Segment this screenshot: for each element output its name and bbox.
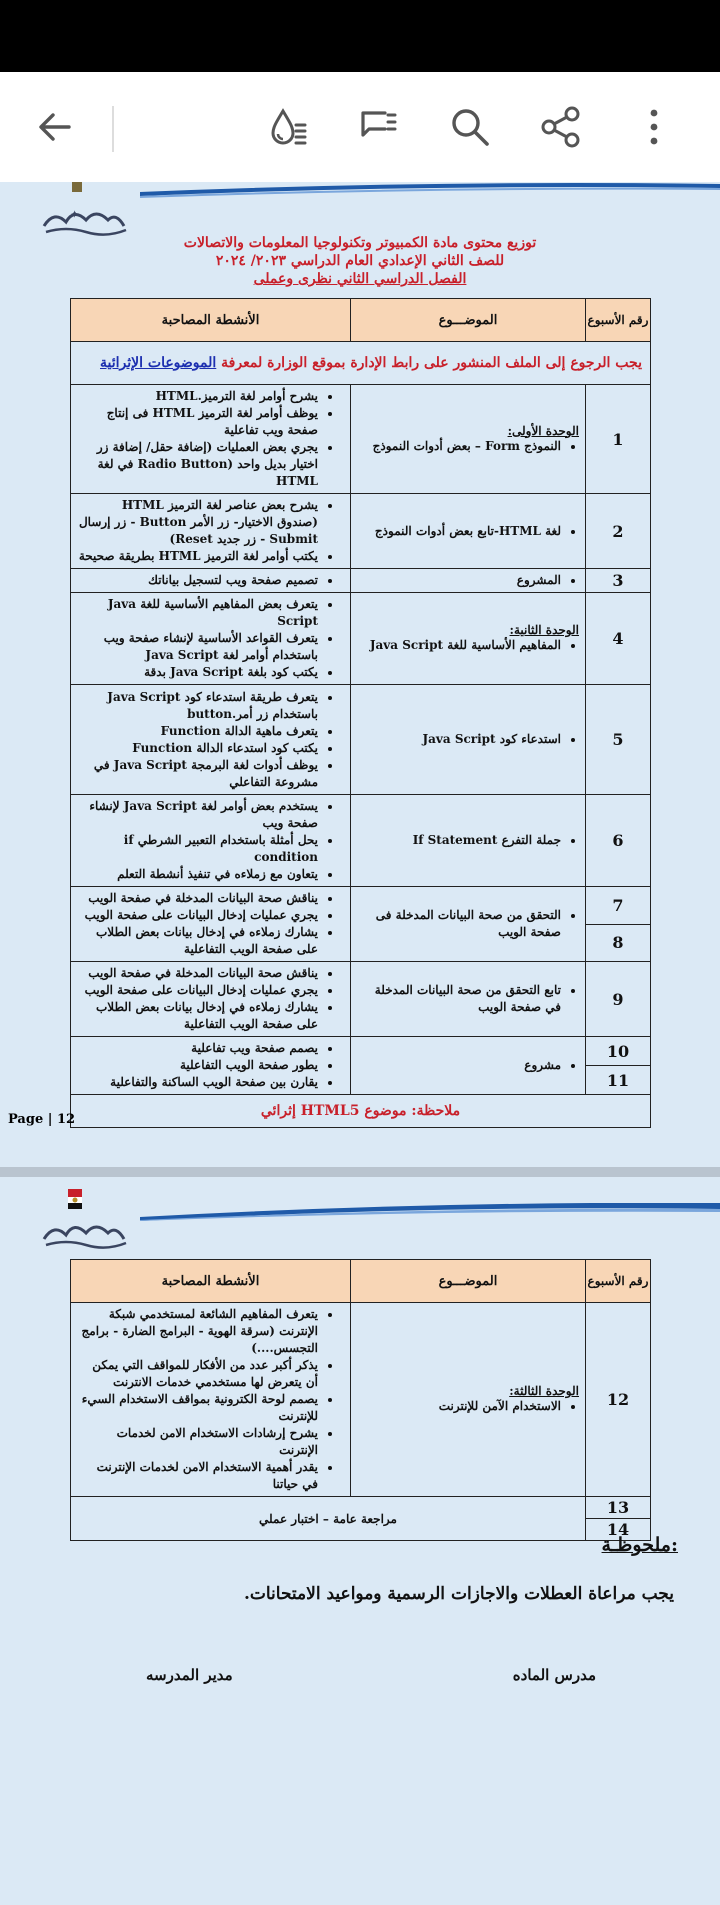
- activity-item: • يشارك زملاءه في إدخال بيانات بعض الطلاب على صفحة الويب التفاعلية: [77, 924, 318, 958]
- topic-cell: [351, 569, 586, 593]
- table-row: [71, 593, 651, 685]
- refer-text: يجب الرجوع إلى الملف المنشور على رابط الإدارة بموقع الوزارة لمعرفة: [221, 355, 642, 371]
- activities-cell: [71, 1303, 351, 1497]
- week-cell: 6: [586, 795, 651, 887]
- note-row: [71, 1095, 651, 1128]
- activity-item: • يناقش صحة البيانات المدخلة في صفحة الويب: [77, 965, 318, 982]
- week-cell: 13: [586, 1497, 651, 1519]
- activities-cell: [71, 685, 351, 795]
- week-cell: 5: [586, 685, 651, 795]
- activity-item: • يتعاون مع زملاءه في تنفيذ أنشطة التعلم: [77, 866, 318, 883]
- activity-item: • يجري عمليات إدخال البيانات على صفحة الويب: [77, 907, 318, 924]
- ink-button[interactable]: [262, 100, 316, 154]
- activities-cell: [71, 887, 351, 962]
- activities-cell: [71, 1037, 351, 1095]
- table-row: [71, 962, 651, 1037]
- activities-cell: [71, 962, 351, 1037]
- table-row: [71, 887, 651, 925]
- review-cell: مراجعة عامة – اختبار عملي: [71, 1497, 586, 1541]
- header-week: رقم الأسبوع: [586, 299, 651, 342]
- search-button[interactable]: [443, 100, 497, 154]
- activity-item: • يوظف أدوات لغة البرمجة Java Script في مشروعة التفاعلي: [77, 757, 318, 791]
- activity-item: • يناقش صحة البيانات المدخلة في صفحة الويب: [77, 890, 318, 907]
- activity-item: • يستخدم بعض أوامر لغة Java Script لإنشاء صفحة ويب: [77, 798, 318, 832]
- table-row: [71, 569, 651, 593]
- topic-cell: [351, 962, 586, 1037]
- week-cell: 2: [586, 494, 651, 569]
- topic-text: • استدعاء كود Java Script: [357, 731, 561, 748]
- title-line-3: الفصل الدراسي الثاني نظرى وعملى: [253, 271, 467, 287]
- week-cell: 12: [586, 1303, 651, 1497]
- more-options-button[interactable]: [627, 100, 681, 154]
- activity-item: • يشرح بعض عناصر لغة الترميز HTML (صندوق الاختيار- زر الأمر Button - زر إرسال Submit - زر جديد Reset): [77, 497, 318, 548]
- week-cell: 7: [586, 887, 651, 925]
- activity-item: • يصمم صفحة ويب تفاعلية: [77, 1040, 318, 1057]
- refer-cell: [71, 342, 651, 385]
- schedule-table-continued: [70, 1259, 651, 1541]
- note-text: يجب مراعاة العطلات والاجازات الرسمية ومواعيد الامتحانات.: [243, 1584, 674, 1604]
- activity-item: • تصميم صفحة ويب لتسجيل بياناتك: [77, 572, 318, 589]
- viewer-toolbar: [0, 72, 720, 182]
- topic-cell: [351, 593, 586, 685]
- page-number: Page | 12: [8, 1112, 76, 1127]
- activity-item: • يحل أمثلة باستخدام التعبير الشرطي if condition: [77, 832, 318, 866]
- topic-cell: [351, 1303, 586, 1497]
- topic-text: • المشروع: [357, 572, 561, 589]
- activity-item: • يتعرف طريقة استدعاء كود Java Script باستخدام زر أمر.button: [77, 689, 318, 723]
- table-row: [71, 1037, 651, 1066]
- ink-drop-icon: [267, 105, 311, 149]
- document-page-2: [0, 1177, 720, 1905]
- activity-item: • يكتب أوامر لغة الترميز HTML بطريقة صحيحة: [77, 548, 318, 565]
- header-topic: الموضـــوع: [351, 1260, 586, 1303]
- activity-item: • يتعرف القواعد الأساسية لإنشاء صفحة ويب باستخدام أوامر لغة Java Script: [77, 630, 318, 664]
- table-row: [71, 795, 651, 887]
- activity-item: • يشرح إرشادات الاستخدام الامن لخدمات الإنترنت: [77, 1425, 318, 1459]
- share-button[interactable]: [534, 100, 588, 154]
- topic-text: • الاستخدام الآمن للإنترنت: [357, 1398, 561, 1415]
- week-cell: 4: [586, 593, 651, 685]
- ministry-logo: [40, 182, 130, 242]
- week-cell: 1: [586, 385, 651, 494]
- header-banner: [140, 182, 720, 200]
- activity-item: • يجري بعض العمليات (إضافة حقل/ إضافة زر اختيار بديل واحد (Radio Button في لغة HTML: [77, 439, 318, 490]
- activities-cell: [71, 494, 351, 569]
- topic-text: • جملة التفرع If Statement: [357, 832, 561, 849]
- page-separator: [0, 1167, 720, 1177]
- status-bar: [0, 0, 720, 72]
- schedule-table: [70, 298, 651, 1128]
- activity-item: • يكتب كود بلغة Java Script بدقة: [77, 664, 318, 681]
- unit-label: الوحدة الثالثة:: [509, 1384, 579, 1398]
- table-row: [71, 385, 651, 494]
- activities-cell: [71, 569, 351, 593]
- activity-item: • يتعرف بعض المفاهيم الأساسية للغة Java Script: [77, 596, 318, 630]
- activity-item: • يذكر أكبر عدد من الأفكار للمواقف التي يمكن أن يتعرض لها مستخدمي خدمات الانترنت: [77, 1357, 318, 1391]
- week-cell: 9: [586, 962, 651, 1037]
- title-line-2: للصف الثاني الإعدادي العام الدراسي ٢٠٢٣/ ٢٠٢٤: [215, 253, 505, 269]
- header-topic: الموضـــوع: [351, 299, 586, 342]
- unit-label: الوحدة الثانية:: [509, 623, 579, 637]
- topic-text: • تابع التحقق من صحة البيانات المدخلة في صفحة الويب: [357, 982, 561, 1016]
- topic-text: • النموذج Form – بعض أدوات النموذج: [357, 438, 561, 455]
- comment-button[interactable]: [352, 100, 406, 154]
- table-row: [71, 1303, 651, 1497]
- more-vert-icon: [644, 105, 664, 149]
- unit-label: الوحدة الأولى:: [507, 423, 579, 438]
- header-banner: [140, 1203, 720, 1221]
- topic-cell: [351, 1037, 586, 1095]
- activity-item: • يجري عمليات إدخال البيانات على صفحة الويب: [77, 982, 318, 999]
- document-page-1: [0, 182, 720, 1167]
- topic-cell: [351, 685, 586, 795]
- week-cell: 11: [586, 1066, 651, 1095]
- arrow-left-icon: [35, 107, 75, 147]
- topic-text: • مشروع: [357, 1057, 561, 1074]
- enrichment-topics-link[interactable]: الموضوعات الإثرائية: [100, 355, 217, 371]
- topic-text: • المفاهيم الأساسية للغة Java Script: [357, 637, 561, 654]
- activity-item: • يطور صفحة الويب التفاعلية: [77, 1057, 318, 1074]
- toolbar-divider: [112, 106, 114, 152]
- topic-cell: [351, 795, 586, 887]
- svg-text:✦: ✦: [70, 208, 80, 221]
- topic-cell: [351, 887, 586, 962]
- table-header-row: [71, 299, 651, 342]
- activity-item: • يتعرف ماهية الدالة Function: [77, 723, 318, 740]
- header-week: رقم الأسبوع: [586, 1260, 651, 1303]
- activity-item: • يقدر أهمية الاستخدام الامن لخدمات الإنترنت في حياتنا: [77, 1459, 318, 1493]
- topic-text: • التحقق من صحة البيانات المدخلة فى صفحة الويب: [357, 907, 561, 941]
- week-cell: 10: [586, 1037, 651, 1066]
- table-row: [71, 494, 651, 569]
- activity-item: • يوظف أوامر لغة الترميز HTML فى إنتاج صفحة ويب تفاعلية: [77, 405, 318, 439]
- activities-cell: [71, 385, 351, 494]
- topic-cell: [351, 494, 586, 569]
- activity-item: • يتعرف المفاهيم الشائعة لمستخدمي شبكة الإنترنت (سرقة الهوية - البرامج الضارة - برامج التجسس....): [77, 1306, 318, 1357]
- activities-cell: [71, 593, 351, 685]
- topic-text: • لغة HTML-تابع بعض أدوات النموذج: [357, 523, 561, 540]
- activity-item: • يشرح أوامر لغة الترميز.HTML: [77, 388, 318, 405]
- activity-item: • يقارن بين صفحة الويب الساكنة والتفاعلية: [77, 1074, 318, 1091]
- principal-label: مدير المدرسه: [146, 1666, 233, 1684]
- week-cell: 8: [586, 924, 651, 962]
- table-header-row: [71, 1260, 651, 1303]
- note-title: ملحوظـة:: [601, 1534, 678, 1556]
- header-activities: الأنشطة المصاحبة: [71, 299, 351, 342]
- share-icon: [539, 105, 583, 149]
- subject-teacher-label: مدرس الماده: [512, 1666, 596, 1684]
- activity-item: • يشارك زملاءه في إدخال بيانات بعض الطلاب على صفحة الويب التفاعلية: [77, 999, 318, 1033]
- activity-item: • يصمم لوحة الكترونية بمواقف الاستخدام السيء للإنترنت: [77, 1391, 318, 1425]
- back-button[interactable]: [28, 100, 82, 154]
- ministry-logo: [40, 1187, 130, 1257]
- comment-icon: [357, 105, 401, 149]
- title-line-1: توزيع محتوى مادة الكمبيوتر وتكنولوجيا المعلومات والاتصالات: [183, 235, 537, 251]
- table-row: [71, 1497, 651, 1519]
- refer-row: [71, 342, 651, 385]
- week-cell: 3: [586, 569, 651, 593]
- html5-note: ملاحظة: موضوع HTML5 إثرائي: [71, 1095, 651, 1128]
- activity-item: • يكتب كود استدعاء الدالة Function: [77, 740, 318, 757]
- search-icon: [448, 105, 492, 149]
- week-cell: 14: [586, 1519, 651, 1541]
- topic-cell: [351, 385, 586, 494]
- table-row: [71, 685, 651, 795]
- activities-cell: [71, 795, 351, 887]
- header-activities: الأنشطة المصاحبة: [71, 1260, 351, 1303]
